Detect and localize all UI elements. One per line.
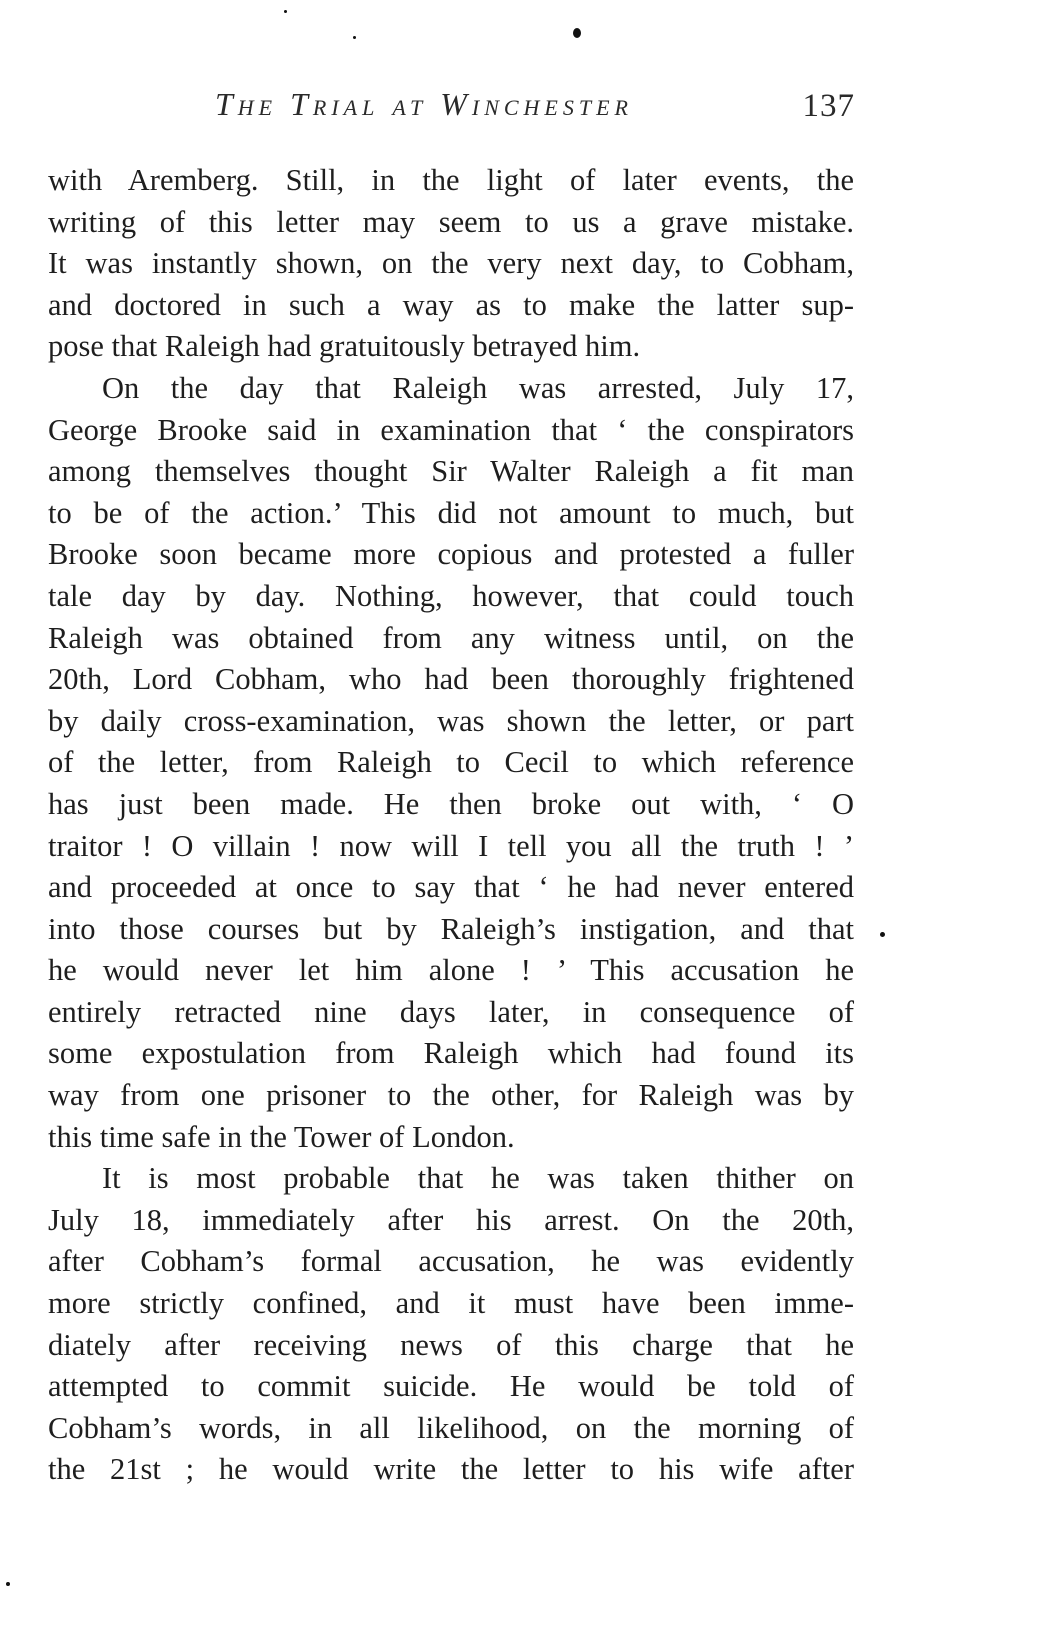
text-line: into those courses but by Raleigh’s instigation, and that <box>48 911 854 946</box>
text-line: diately after receiving news of this charge that he <box>48 1327 854 1362</box>
scan-speck <box>573 28 581 38</box>
page-number: 137 <box>802 88 855 124</box>
text-line: of the letter, from Raleigh to Cecil to which reference <box>48 745 854 780</box>
running-head <box>215 86 855 136</box>
text-line: pose that Raleigh had gratuitously betrayed him. <box>48 329 641 364</box>
text-line: It is most probable that he was taken thither on <box>102 1161 854 1196</box>
paragraph <box>48 368 854 1158</box>
text-line: Brooke soon became more copious and protested a fuller <box>48 537 854 572</box>
text-line: he would never let him alone ! ’ This accusation he <box>48 953 854 988</box>
text-line: It was instantly shown, on the very next day, to Cobham, <box>48 246 854 281</box>
text-line: George Brooke said in examination that ‘ the conspirators <box>48 412 854 447</box>
text-line: the 21st ; he would write the letter to his wife after <box>48 1452 854 1487</box>
text-line: with Aremberg. Still, in the light of later events, the <box>48 163 854 197</box>
text-line: to be of the action.’ This did not amount to much, but <box>48 495 854 530</box>
paragraph <box>48 160 854 368</box>
text-line: entirely retracted nine days later, in consequence of <box>48 994 854 1029</box>
text-line: has just been made. He then broke out with, ‘ O <box>48 786 854 821</box>
text-line: this time safe in the Tower of London. <box>48 1119 515 1154</box>
text-line: attempted to commit suicide. He would be told of <box>48 1369 854 1404</box>
text-line: by daily cross-examination, was shown the letter, or part <box>48 703 854 738</box>
text-line: more strictly confined, and it must have been imme- <box>48 1286 854 1321</box>
text-line: Cobham’s words, in all likelihood, on the morning of <box>48 1410 854 1445</box>
text-line: way from one prisoner to the other, for Raleigh was by <box>48 1078 854 1113</box>
text-line: July 18, immediately after his arrest. On the 20th, <box>48 1202 854 1237</box>
text-line: some expostulation from Raleigh which had found its <box>48 1036 854 1071</box>
text-line: and doctored in such a way as to make the latter sup- <box>48 287 854 322</box>
text-line: On the day that Raleigh was arrested, July 17, <box>102 370 854 405</box>
text-line: 20th, Lord Cobham, who had been thoroughly frightened <box>48 662 854 697</box>
paragraph <box>48 1158 854 1491</box>
running-title: The Trial at Winchester <box>215 86 633 122</box>
scan-speck <box>284 10 287 13</box>
text-line: among themselves thought Sir Walter Raleigh a fit man <box>48 454 854 489</box>
body-text <box>48 160 854 1491</box>
scan-speck <box>880 932 885 937</box>
text-line: traitor ! O villain ! now will I tell you all the truth ! ’ <box>48 828 854 863</box>
text-line: after Cobham’s formal accusation, he was evidently <box>48 1244 854 1279</box>
text-line: tale day by day. Nothing, however, that could touch <box>48 578 854 613</box>
text-line: Raleigh was obtained from any witness until, on the <box>48 620 854 655</box>
text-line: and proceeded at once to say that ‘ he had never entered <box>48 870 854 905</box>
scan-speck <box>6 1582 10 1586</box>
text-line: writing of this letter may seem to us a grave mistake. <box>48 204 854 239</box>
scan-speck <box>353 36 356 39</box>
